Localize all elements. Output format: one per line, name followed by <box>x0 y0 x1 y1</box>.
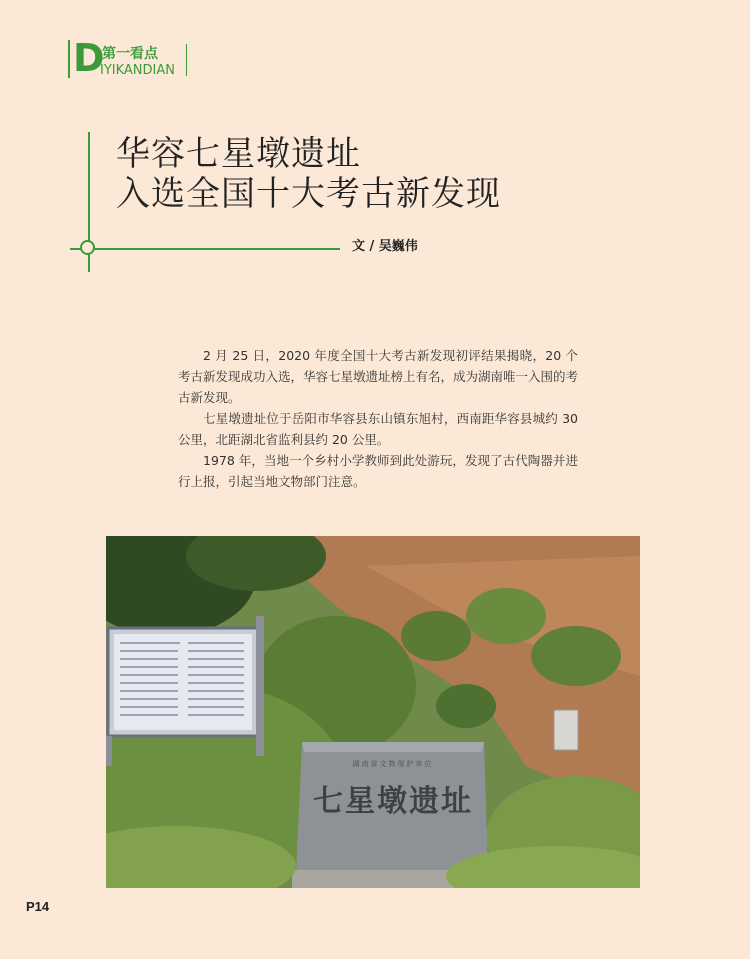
section-logo <box>68 36 198 80</box>
decorative-horizontal-rule <box>70 248 340 250</box>
monument-header: 湖南省文物保护单位 <box>352 760 434 768</box>
section-subtitle: IYIKANDIAN <box>100 63 175 78</box>
article-headline <box>116 134 501 214</box>
article-body <box>178 345 578 492</box>
paragraph: 七星墩遗址位于岳阳市华容县东山镇东旭村，西南距华容县城约 30 公里，北距湖北省监利县约 20 公里。 <box>178 411 578 447</box>
paragraph: 2 月 25 日，2020 年度全国十大考古新发现初评结果揭晓，20 个考古新发现成功入选，华容七星墩遗址榜上有名，成为湖南唯一入围的考古新发现。 <box>178 348 579 405</box>
site-photo <box>106 536 640 888</box>
site-photo-illustration <box>106 536 640 888</box>
headline-line-2: 入选全国十大考古新发现 <box>116 174 501 214</box>
section-letter: D <box>73 36 105 80</box>
headline-line-1: 华容七星墩遗址 <box>116 134 361 174</box>
decorative-circle <box>80 240 95 255</box>
paragraph: 1978 年，当地一个乡村小学教师到此处游玩，发现了古代陶器并进行上报，引起当地文物部门注意。 <box>178 453 578 489</box>
author-byline: 文 / 吴巍伟 <box>352 239 418 254</box>
page-number: P14 <box>26 899 50 914</box>
monument-inscription: 七星墩遗址 <box>313 784 473 819</box>
section-title: 第一看点 <box>102 46 158 62</box>
logo-divider <box>186 44 187 76</box>
